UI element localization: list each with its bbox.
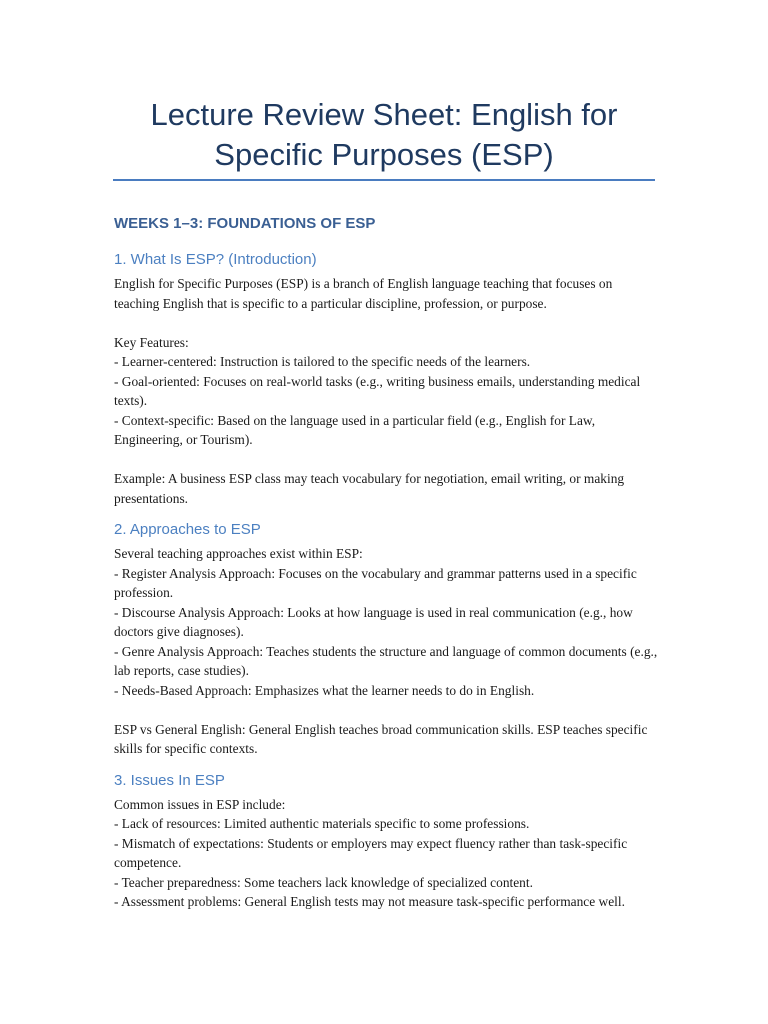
paragraph: ESP vs General English: General English teaches broad communication skills. ESP teaches specific skills for specific contexts. xyxy=(114,721,648,756)
list-item: - Discourse Analysis Approach: Looks at how language is used in real communication (e.g., how doctors give diagnoses). xyxy=(114,604,633,639)
week-heading: WEEKS 1–3: FOUNDATIONS OF ESP xyxy=(114,215,376,232)
list-item: - Lack of resources: Limited authentic materials specific to some professions. xyxy=(114,816,530,831)
title-divider xyxy=(113,179,655,181)
paragraph: English for Specific Purposes (ESP) is a branch of English language teaching that focuses on teaching English that is specific to a particular discipline, profession, or purpose. xyxy=(114,276,613,311)
page-title: Lecture Review Sheet: English for Specific Purposes (ESP) xyxy=(150,97,618,172)
blank-line xyxy=(114,313,659,333)
list-item: - Goal-oriented: Focuses on real-world tasks (e.g., writing business emails, understanding medical texts). xyxy=(114,373,641,408)
paragraph: Key Features: xyxy=(114,334,189,350)
section-heading: 3. Issues In ESP xyxy=(114,771,225,789)
blank-line xyxy=(114,700,659,720)
section-issues xyxy=(114,770,659,912)
list-item: - Needs-Based Approach: Emphasizes what the learner needs to do in English. xyxy=(114,682,535,698)
list-item: - Context-specific: Based on the language used in a particular field (e.g., English for Law, Engineering, or Tourism). xyxy=(114,412,596,447)
section-approaches xyxy=(114,519,659,759)
section-what-is-esp xyxy=(114,249,659,508)
paragraph: Example: A business ESP class may teach vocabulary for negotiation, email writing, or making presentations. xyxy=(114,471,625,506)
list-item: - Learner-centered: Instruction is tailored to the specific needs of the learners. xyxy=(114,354,531,369)
list-item: - Register Analysis Approach: Focuses on the vocabulary and grammar patterns used in a specific profession. xyxy=(114,565,637,600)
section-heading: 1. What Is ESP? (Introduction) xyxy=(114,251,317,268)
list-item: - Mismatch of expectations: Students or employers may expect fluency rather than task-specific competence. xyxy=(114,835,628,870)
list-item: - Assessment problems: General English tests may not measure task-specific performance well. xyxy=(114,894,625,909)
section-heading: 2. Approaches to ESP xyxy=(114,521,261,538)
list-item: - Genre Analysis Approach: Teaches students the structure and language of common documents (e.g., lab reports, case studies). xyxy=(114,643,658,678)
paragraph: Common issues in ESP include: xyxy=(114,796,286,812)
blank-line xyxy=(114,450,659,470)
list-item: - Teacher preparedness: Some teachers lack knowledge of specialized content. xyxy=(114,874,533,890)
paragraph: Several teaching approaches exist within ESP: xyxy=(114,546,363,561)
document-body xyxy=(114,211,659,912)
